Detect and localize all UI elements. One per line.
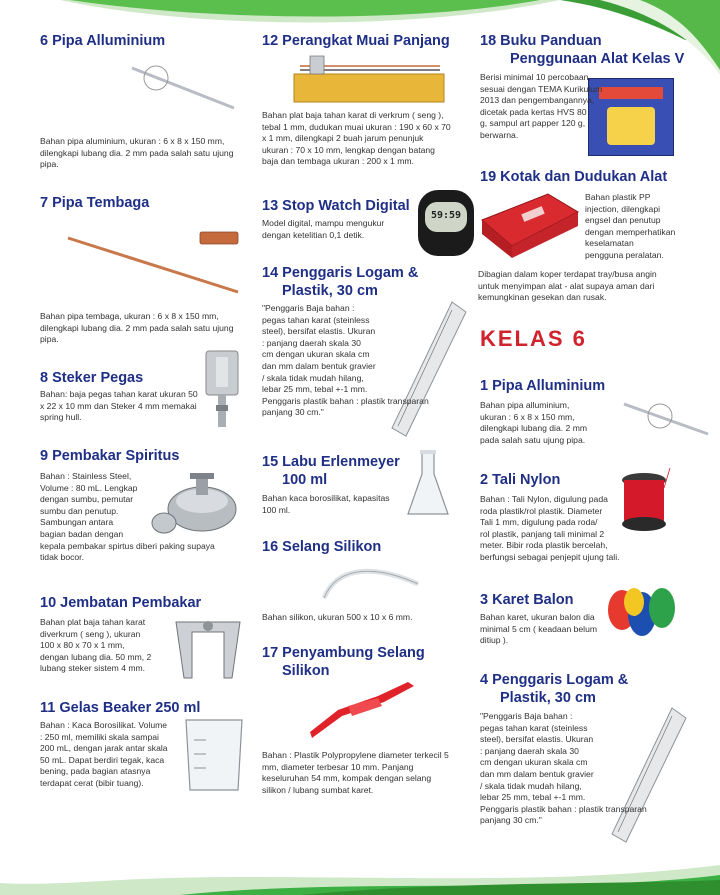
heading-stop-watch: 13 Stop Watch Digital <box>262 198 410 214</box>
desc-line: dilengkapi lubang dia. 2 mm <box>480 423 588 434</box>
desc-k6-tali-nylon <box>480 494 645 564</box>
desc-penyambung-selang: Bahan : Plastik Polypropylene diameter terkecil 5 mm, diameter terbesar 10 mm. Panjang keseluruhan 54 mm, kompak dengan selang silikon / lubang sumbat karet. <box>262 750 449 795</box>
heading-line: 17 Penyambung Selang <box>262 645 425 661</box>
desc-line: untuk menyimpan alat - alat supaya aman dari <box>478 280 655 291</box>
desc-line: Sambungan antara <box>40 517 114 528</box>
desc-line: pengguna peralatan. <box>585 249 664 260</box>
desc-line: Bahan karet, ukuran balon dia <box>480 612 595 622</box>
stopwatch-display: 59:59 <box>430 210 462 221</box>
desc-line: pegas tahan karat (steinless <box>480 722 588 733</box>
desc-line: Bahan pipa alluminium, <box>480 400 570 410</box>
desc-line: Bahan : Tali Nylon, digulung pada <box>480 494 608 504</box>
heading-line: 18 Buku Panduan <box>480 33 602 49</box>
desc-line: 50 mL. Dapat berdiri tegak, kaca <box>40 754 165 765</box>
desc-line: injection, dilengkapi <box>585 203 661 214</box>
desc-line: lebar 25 mm, tebal +-1 mm. <box>262 384 368 395</box>
desc-line: dengan lubang dia. 50 mm, 2 <box>40 651 152 662</box>
desc-penggaris-col2 <box>262 303 467 419</box>
desc-line: Volume : 80 mL. Lengkap <box>40 482 138 493</box>
heading-line: Silikon <box>282 663 330 679</box>
desc-line: 2013 dan pengembangannya, <box>480 95 595 106</box>
heading-line: Plastik, 30 cm <box>500 690 596 706</box>
desc-k6-karet-balon <box>480 612 610 647</box>
desc-line: tidak bocor. <box>40 552 84 563</box>
desc-line: keselamatan <box>585 238 634 249</box>
heading-k6-tali-nylon: 2 Tali Nylon <box>480 472 561 488</box>
desc-line: engsel dan penutup <box>585 215 661 226</box>
burner-bridge-image <box>172 614 244 684</box>
bottom-decoration <box>0 845 720 895</box>
heading-line: 14 Penggaris Logam & <box>262 265 419 281</box>
heading-k6-pipa-alluminium: 1 Pipa Alluminium <box>480 378 606 394</box>
aluminium-pipe-image <box>128 58 238 118</box>
heading-line: 15 Labu Erlenmeyer <box>262 454 400 470</box>
desc-line: steel), bersifat elastis. Ukuran <box>480 734 594 745</box>
desc-buku-panduan <box>480 72 610 142</box>
desc-line: Bahan : Kaca Borosilikat. Volume <box>40 720 168 730</box>
heading-k6-penggaris <box>480 671 628 707</box>
desc-gelas-beaker <box>40 720 180 790</box>
desc-line: g, sampul art papper 120 g, <box>480 118 586 129</box>
desc-line: dengan sumbu, pemutar <box>40 494 134 505</box>
heading-buku-panduan <box>480 32 684 68</box>
heading-gelas-beaker: 11 Gelas Beaker 250 ml <box>40 700 201 716</box>
desc-line: berwarna. <box>480 129 519 140</box>
desc-line: "Penggaris Baja bahan : <box>262 303 355 313</box>
balloons-image <box>604 576 680 648</box>
desc-steker-pegas: Bahan: baja pegas tahan karat ukuran 50 x 22 x 10 mm dan Steker 4 mm memakai spring hull. <box>40 389 198 423</box>
desc-line: 200 mL, dengan jarak antar skala <box>40 743 168 754</box>
desc-selang-silikon: Bahan silikon, ukuran 500 x 10 x 6 mm. <box>262 612 413 622</box>
desc-line: sesuai dengan TEMA Kurikulum <box>480 83 603 94</box>
desc-pipa-alluminium: Bahan pipa aluminium, ukuran : 6 x 8 x 150 mm, dilengkapi lubang dia. 2 mm pada salah satu ujung pipa. <box>40 136 234 170</box>
heading-penggaris-col2 <box>262 264 418 300</box>
desc-line: berfungsi sebagai penjepit ujung tali. <box>480 551 620 562</box>
desc-line: pegas tahan karat (steinless <box>262 314 370 325</box>
desc-line: Penggaris plastik bahan : plastik transparan <box>262 395 429 406</box>
desc-line: ditiup ). <box>480 635 509 646</box>
desc-line: Bahan plat baja tahan karat <box>40 617 146 627</box>
heading-line: 4 Penggaris Logam & <box>480 672 629 688</box>
desc-line: Dibagian dalam koper terdapat tray/busa angin <box>478 269 657 279</box>
heading-line: Penggunaan Alat Kelas V <box>510 51 685 67</box>
silicone-hose-image <box>318 560 423 605</box>
desc-line: ukuran : 6 x 8 x 150 mm, <box>480 411 575 422</box>
desc-line: sumbu dan penutup. <box>40 505 119 516</box>
desc-line: / skala tidak mudah hilang, <box>262 372 364 383</box>
desc-line: cm dengan ukuran skala cm <box>262 349 370 360</box>
desc-line: dan mm dalam bentuk gravier <box>262 360 376 371</box>
desc-line: meter. Bibir roda plastik bercelah, <box>480 540 608 551</box>
desc-line: rol plastik, panjang tali minimal 2 <box>480 528 605 539</box>
desc-line: terdapat cerat (bibir tuang). <box>40 777 144 788</box>
heading-line: Plastik, 30 cm <box>282 283 378 299</box>
desc-kotak-dudukan-bottom <box>478 269 708 304</box>
desc-line: : panjang daerah skala 30 <box>262 337 361 348</box>
desc-line: bening, pada bagian atasnya <box>40 766 151 777</box>
heading-jembatan-pembakar: 10 Jembatan Pembakar <box>40 595 202 611</box>
desc-line: kemungkinan gesekan dan rusak. <box>478 292 607 303</box>
heading-selang-silikon: 16 Selang Silikon <box>262 539 382 555</box>
desc-stop-watch <box>262 218 422 241</box>
desc-line: lubang steker sistem 4 mm. <box>40 663 146 674</box>
desc-k6-penggaris <box>480 711 680 827</box>
hose-connector-image <box>308 680 418 744</box>
desc-line: Penggaris plastik bahan : plastik transparan <box>480 803 647 814</box>
desc-line: 100 x 80 x 70 x 1 mm, <box>40 640 125 651</box>
desc-line: : panjang daerah skala 30 <box>480 745 579 756</box>
desc-pipa-tembaga: Bahan pipa tembaga, ukuran : 6 x 8 x 150 mm, dilengkapi lubang dia. 2 mm pada salah satu ujung pipa. <box>40 311 234 345</box>
desc-perangkat-muai: Bahan plat baja tahan karat di verkrum ( seng ), tebal 1 mm, dudukan muai ukuran : 190 x 60 x 70 x 1 mm, dilengkapi 2 buah jarum penunjuk ukuran : 70 x 10 mm, lengkap dengan batang baja dan tembaga ukuran : 200 x 1 mm. <box>262 110 451 167</box>
desc-line: : 250 ml, memiliki skala sampai <box>40 731 159 742</box>
desc-line: dan mm dalam bentuk gravier <box>480 768 594 779</box>
desc-k6-pipa-alluminium <box>480 400 620 446</box>
heading-labu-erlenmeyer <box>262 453 400 489</box>
desc-line: steel), bersifat elastis. Ukuran <box>262 326 376 337</box>
desc-line: Bahan kaca borosilikat, kapasitas <box>262 493 390 503</box>
desc-line: dengan memperhatikan <box>585 226 676 237</box>
heading-line: 100 ml <box>282 472 328 488</box>
desc-line: Bahan : Stainless Steel, <box>40 471 132 481</box>
spring-plug-image <box>198 347 248 437</box>
desc-line: roda plastik/rol plastik. Diameter <box>480 505 603 516</box>
copper-pipe-image <box>64 230 242 300</box>
stopwatch-image <box>418 190 474 256</box>
desc-line: kepala pembakar spirtus diberi paking supaya <box>40 540 215 551</box>
desc-pembakar-spiritus <box>40 471 250 564</box>
desc-line: diverkrum ( seng ), ukuran <box>40 628 141 639</box>
desc-labu-erlenmeyer <box>262 493 402 516</box>
desc-line: minimal 5 cm ( keadaan belum <box>480 623 598 634</box>
heading-pipa-tembaga: 7 Pipa Tembaga <box>40 195 150 211</box>
desc-line: panjang 30 cm." <box>480 815 542 826</box>
desc-line: / skala tidak mudah hilang, <box>480 780 582 791</box>
desc-line: Tali 1 mm, digulung pada roda/ <box>480 517 598 528</box>
kelas-6-heading: KELAS 6 <box>480 326 587 351</box>
erlenmeyer-image <box>404 448 452 520</box>
expansion-apparatus-image <box>290 52 450 107</box>
heading-kotak-dudukan: 19 Kotak dan Dudukan Alat <box>480 169 668 185</box>
heading-pipa-alluminium: 6 Pipa Alluminium <box>40 33 166 49</box>
desc-jembatan-pembakar <box>40 617 175 675</box>
storage-box-image <box>478 190 582 262</box>
heading-penyambung-selang <box>262 644 425 680</box>
desc-line: dicetak pada kertas HVS 80 <box>480 106 587 117</box>
heading-perangkat-muai: 12 Perangkat Muai Panjang <box>262 33 450 49</box>
beaker-image <box>180 716 248 796</box>
desc-line: 100 ml. <box>262 504 291 515</box>
desc-line: Bahan plastik PP <box>585 192 651 202</box>
heading-pembakar-spiritus: 9 Pembakar Spiritus <box>40 448 180 464</box>
heading-steker-pegas: 8 Steker Pegas <box>40 370 144 386</box>
desc-line: panjang 30 cm." <box>262 407 324 418</box>
desc-line: cm dengan ukuran skala cm <box>480 757 588 768</box>
desc-line: "Penggaris Baja bahan : <box>480 711 573 721</box>
desc-line: lebar 25 mm, tebal +-1 mm. <box>480 792 586 803</box>
desc-line: bagian badan dengan <box>40 528 124 539</box>
desc-line: dengan ketelitian 0,1 detik. <box>262 229 365 240</box>
desc-line: pada salah satu ujung pipa. <box>480 434 586 445</box>
desc-line: Model digital, mampu mengukur <box>262 218 385 228</box>
desc-line: Berisi minimal 10 percobaan, <box>480 72 591 82</box>
heading-k6-karet-balon: 3 Karet Balon <box>480 592 574 608</box>
desc-kotak-dudukan-right <box>585 192 710 262</box>
k6-aluminium-pipe-image <box>620 398 712 440</box>
